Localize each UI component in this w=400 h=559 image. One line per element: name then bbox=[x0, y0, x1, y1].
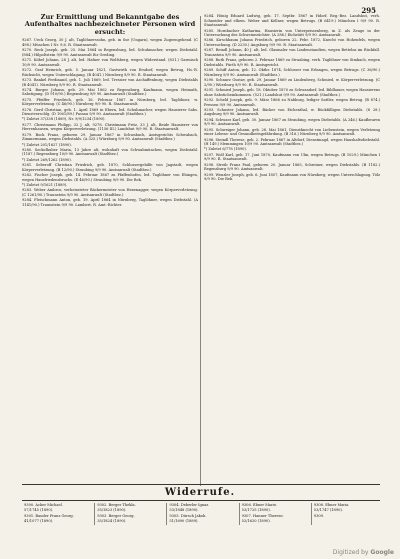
widerruf-name: 9302. Berger Thekla. bbox=[97, 503, 136, 507]
widerruf-heading: Widerrufe. bbox=[164, 487, 236, 498]
watermark-brand: Google bbox=[370, 549, 394, 556]
notice-entry: 9293. Schuster Johann, led. Bäcker von Eichenthal, w. Rückfälligen Diebstahls. (8 28.) Augsburg 9/9 90. Amtsanwalt. bbox=[204, 107, 380, 117]
left-entries bbox=[22, 38, 198, 207]
right-entries bbox=[204, 14, 380, 182]
notice-entry: 9267. Ueck Georg, 30 J. alt, Taglöhnerssohn, geb. in Sse (Ungarn), wegen Zugeengehend. (C 498.) München I Nr. 9,6. R. Staatsanwalt. bbox=[22, 38, 198, 47]
widerruf-ref: 53/1747 (1890). bbox=[313, 507, 343, 512]
widerruf-entry bbox=[24, 514, 91, 523]
notice-entry: 9296. Steindl Therese, geb. 2. Februar 1867 in Altdorf, Dienstmagd, wegen Haushaltsdiebstahl. (H 149.) Memmingen 10/9 90. Amtsanwalt (Stadtbez.) bbox=[204, 137, 380, 147]
widerruf-entry bbox=[97, 503, 163, 512]
notice-entry: 9273. Bankel Ferdinand, geb. 1. Juli 1869, led. Tressier von Aschaffenburg, wegen Diebstahls (B 4041). Nürnberg 9/9 90. R. Staatsanwalt. bbox=[22, 77, 198, 87]
widerruf-ref: 41/1077 (1890). bbox=[24, 518, 54, 523]
widerruf-name: 9309. bbox=[313, 513, 325, 518]
widerruf-column bbox=[94, 503, 163, 525]
section-rule bbox=[22, 484, 380, 485]
notice-entry: 9289. Schiff Anton, geb. 12. Oktbr. 1874, Schlosser von Erlangen, wegen Betrugs. (C 36/90.) Nürnberg 9/9 90. Amtsanwalt (Stadtbez.) bbox=[204, 68, 380, 77]
widerruf-entry bbox=[169, 514, 235, 523]
notice-entry: 9298. Streib Franz Paul, geboren 20. Januar 1865, Schreiner, wegen Diebstahls. (B 1182.) Regensburg 9/9 90. Amtsanwalt. bbox=[204, 162, 380, 172]
widerruf-entry bbox=[314, 503, 380, 512]
widerruf-ref: 57/1745 (1890). bbox=[24, 507, 54, 512]
widerruf-ref: 51/1690 (1889). bbox=[169, 518, 199, 523]
notice-entry: 9280. Seckelhuber Maria, 13 Jahre alt, wohnhaft von Schwabmünchen, wegen Diebstahl. (1187.) Regensburg 10/9 90. Amtsanwalt (Stadtbez.) bbox=[22, 147, 198, 157]
notice-entry: 9294. Schwarz Karl, geb. 30. Januar 1867 zu Straubing, wegen Diebstahls. (A 246.) Kaufbeuren 9/9 90. Amtsanwalt. bbox=[204, 117, 380, 127]
widerruf-entry bbox=[169, 503, 235, 512]
notice-entry: 9290. Schnurz Gustav, geb. 29. Januar 1869 zu Lindenberg, Schmied, w. Körperverletzung. (C 2/90.) Würzburg 9/9 90. R. Staatsanwalt. bbox=[204, 78, 380, 87]
widerruf-ref: 35/1823 (1890). bbox=[97, 507, 127, 512]
notice-entry: 9282. Fischer Joseph, geb. 14. Februar 1867 zu Pfaffenhofen, led. Taglöhner von Ehingen, wegen Hausfriedensbruchs. (E 46/90.) Straubing 9/9 90. Die Rek. bbox=[22, 172, 198, 182]
widerruf-entry bbox=[314, 514, 380, 519]
widerruf-column bbox=[166, 503, 235, 525]
notice-entry: 9279. Bock Franz, geboren 29. Januar 1867 in Schwabach, Amtsgerichts Schwabach, Zimmermann, wegen Diebstahls. (A 325.) Würzburg 9/9 90. Amtsanwalt (Stadtbez.) bbox=[22, 132, 198, 142]
left-column bbox=[22, 14, 198, 208]
notice-entry: 9297. Wolf Karl, geb. 17. Juni 1870, Kaufmann von Ulm, wegen Betrugs. (B 1029.) München I 9/9 90. R. Staatsanwalt. bbox=[204, 152, 380, 162]
notice-entry: 9277. Christmann Philipp, 32 J. alt, 9278. Christmann Fritz, 33 J. alt, Beide Hausierer von Herrenhausen, wegen Körperverletzung. (1156 III.) Landshut 9/9 90. R. Staatsanwalt. bbox=[22, 122, 198, 132]
widerruf-ref: 53/1725 (1890). bbox=[241, 507, 271, 512]
notice-entry: 9271. Köbel Johann, 28 J. alt, led. Hafner von Wolfsberg, wegen Widerstand. (831.) Garmisch 10/9 90. Amtsanwalt. bbox=[22, 58, 198, 67]
widerruf-entry bbox=[24, 503, 91, 512]
widerruf-name: 9306. Ebner Marie. bbox=[241, 503, 278, 507]
widerruf-ref: 53/1848 (1890). bbox=[169, 507, 199, 512]
notice-entry: 9284. Hönig Eduard Ludwig, geb. 17. Septbr. 1867 in Hdorf, Reg.-Bez. Landshut, verh. Schneider und elhem. Weber und Kellner, wegen Betrugs. (B 6419.) München I 9/9 90. R. Staatsanwalt. bbox=[204, 14, 380, 28]
notice-entry: 9292. Scheld Joseph, geb. 9. März 1866 zu Nabburg, lediger Sattler, wegen Betrug. (B 874.) Pressen 9/9 90. Amtsanwalt. bbox=[204, 97, 380, 107]
notice-entry: 9274. Burger Johann, geb. 29. Mai 1862 zu Regensburg, Kaufmann, wegen Heimath, Sabstigung. (D 910/90.) Regensburg 9/9 90. Amtsanwalt (Stadtbez.) bbox=[22, 87, 198, 97]
notice-entry: 9284. Fleischmann Anton, geb. 19. April 1864 in Nürnberg, Taglöhner, wegen Diebstahl. (A 1141/90.) Traunstein 9/9 90. Lambert, R. Amt.-Richter. bbox=[22, 197, 198, 207]
widerruf-entry bbox=[242, 503, 308, 512]
widerruf-rule bbox=[22, 500, 380, 501]
notice-entry: *) Zuletzt 37/338 (1889), Nr. 9/9/1234 (1890). bbox=[22, 117, 106, 122]
right-column bbox=[204, 14, 380, 182]
notice-entry: *) Zuletzt 6/778 (1890). bbox=[204, 147, 247, 152]
notice-entry: 9288. Ruth Franz, geboren 2. Februar 1869 zu Straubing, verh. Taglöhner von Simbach, wegen Diebstahls. Fürth 9/9 90. R. Amtsgericht. bbox=[204, 58, 380, 67]
widerruf-entry bbox=[242, 514, 308, 523]
page-number: 295 bbox=[361, 6, 376, 15]
widerruf-entry bbox=[97, 514, 163, 523]
notice-entry: *) Zuletzt 201/1627 (1890). bbox=[22, 142, 72, 147]
notice-entry: 9275. Pfeiffer Friedrich, geb. 16. Februar 1867 in Nürnberg, led. Taglöhner, w. Körperverletzung. (C 46/90.) Nürnberg 9/9 90. R. Staatsanwalt. bbox=[22, 97, 198, 107]
notice-entry: 9270. Reck Joseph, geb. 25. Mai 1864 in Regensburg, led. Schuhmacher, wegen Diebstahl. (884.) Hilpoltstein 9/9 90. Amtsanwalt für Greding. bbox=[22, 48, 198, 57]
widerruf-name: 9307. Hanner Therese. bbox=[241, 513, 284, 518]
notice-entry: 9272. Graf Heinrich, geb. 5. Januar 1821, Gastwirth von Ersdorf, wegen Betrug, Hs.-R. Rücksicht, wegen Unterschlagung. (B 4041.) Nürnberg 9/9 90. R. Staatsanwalt. bbox=[22, 67, 198, 77]
widerruf-name: 9304. Deberler Ignaz. bbox=[169, 503, 210, 507]
widerruf-column bbox=[239, 503, 308, 525]
widerruf-name: 9300. Acker Michael. bbox=[24, 503, 63, 507]
widerruf-ref: 35/1824 (1890). bbox=[97, 518, 127, 523]
notice-entry: 9281. Seberoff Christian Friedrich, geb. 1870, Schlossergehilfe von Jagstadt, wegen Körperverletzung. (B 12/90.) Straubing 9/9 90. Amtsanwalt (Stadtbez.) bbox=[22, 162, 198, 172]
notice-entry: *) Zuletzt 269/1262 (1890). bbox=[22, 157, 72, 162]
widerruf-name: 9305. Dürsch Jakob. bbox=[169, 513, 207, 518]
widerruf-ref: 52/1620 (1890). bbox=[241, 518, 271, 523]
notice-entry: 9287. Reindl Johann, 40 J. alt, led. Glasmaler von Lindenstaudten, wegen Bettelns im Rückfall. Traunstein 9/9 90. Amtsanwalt. bbox=[204, 48, 380, 58]
notice-entry: 9276. Gerd Christian, geb. 1. April 1869 in Ebern, led. Schuhmacher, wegen Hausierer Sabs. Dienstverschlg. (D 1061/89.) Passau 9/9 90. Amtsanwalt (Stadtbez.) bbox=[22, 107, 198, 117]
widerruf-name: 9301. Bauder Franz Georg. bbox=[24, 513, 74, 518]
column-divider bbox=[200, 16, 201, 486]
section-heading: Zur Ermittlung und Bekanntgabe des Aufenthaltes nachbezeichneter Personen wird ersucht: bbox=[24, 13, 196, 36]
notice-entry: 9283. Weber Ambros, verheirateter Bäckermeister von Hexenagger, wegen Körperverletzung. (C 1261/90.) Traunstein 9/9 90. Amtsanwalt (Stadtbez.) bbox=[22, 188, 198, 197]
notice-entry: 9295. Schweiger Johann, geb. 28. Mai 1861, Dienstknecht von Liebenstein, wegen Verletzung einer Lebens- und Gesundheitsgefährdung. (B 316.) Nürnberg 9/9 90. Amtsanwalt. bbox=[204, 127, 380, 137]
watermark-prefix: Digitized by bbox=[332, 549, 369, 556]
notice-entry: 9291. Schmied Joseph, geb. 18. Oktober 1870 zu Schwandorf, led. Bildhauer, wegen Hausierens ohne Sabsticheinkommen. (521.) Landshut 9/9 90. Amtsanwalt (Stadtbez.) bbox=[204, 88, 380, 97]
widerruf-name: 9308. Ebner Maria. bbox=[313, 503, 350, 507]
notice-entry: 9285. Hornbacher Katharina, Hausierin von Unterpeissenberg, in Z. als Zeuge in der Untersuchung des Schweinezüchter. (A 286.) Eichstätt 9/9 90. Amtsanwalt. bbox=[204, 28, 380, 38]
widerruf-column bbox=[22, 503, 91, 525]
widerruf-table bbox=[22, 503, 380, 525]
widerruf-name: 9303. Berger Georg. bbox=[97, 513, 135, 518]
notice-entry: *) Zuletzt 9/1621 (1889). bbox=[22, 182, 68, 187]
watermark bbox=[333, 549, 394, 556]
widerruf-column bbox=[311, 503, 380, 525]
notice-entry: 9286. Kirschbaum Johann Friedrich, geboren 22. Febr. 1872, Knecht von Hohenfels, wegen Untersuchung. (D 2230.) Augsburg 9/9 90. R. Staatsanwalt. bbox=[204, 38, 380, 48]
notice-entry: 9299. Wenzler Joseph, geb. 6. Juni 1857, Kaufmann von Nürnberg, wegen Unterschlagung. Tölz 9/9 90. Die Rek. bbox=[204, 172, 380, 182]
